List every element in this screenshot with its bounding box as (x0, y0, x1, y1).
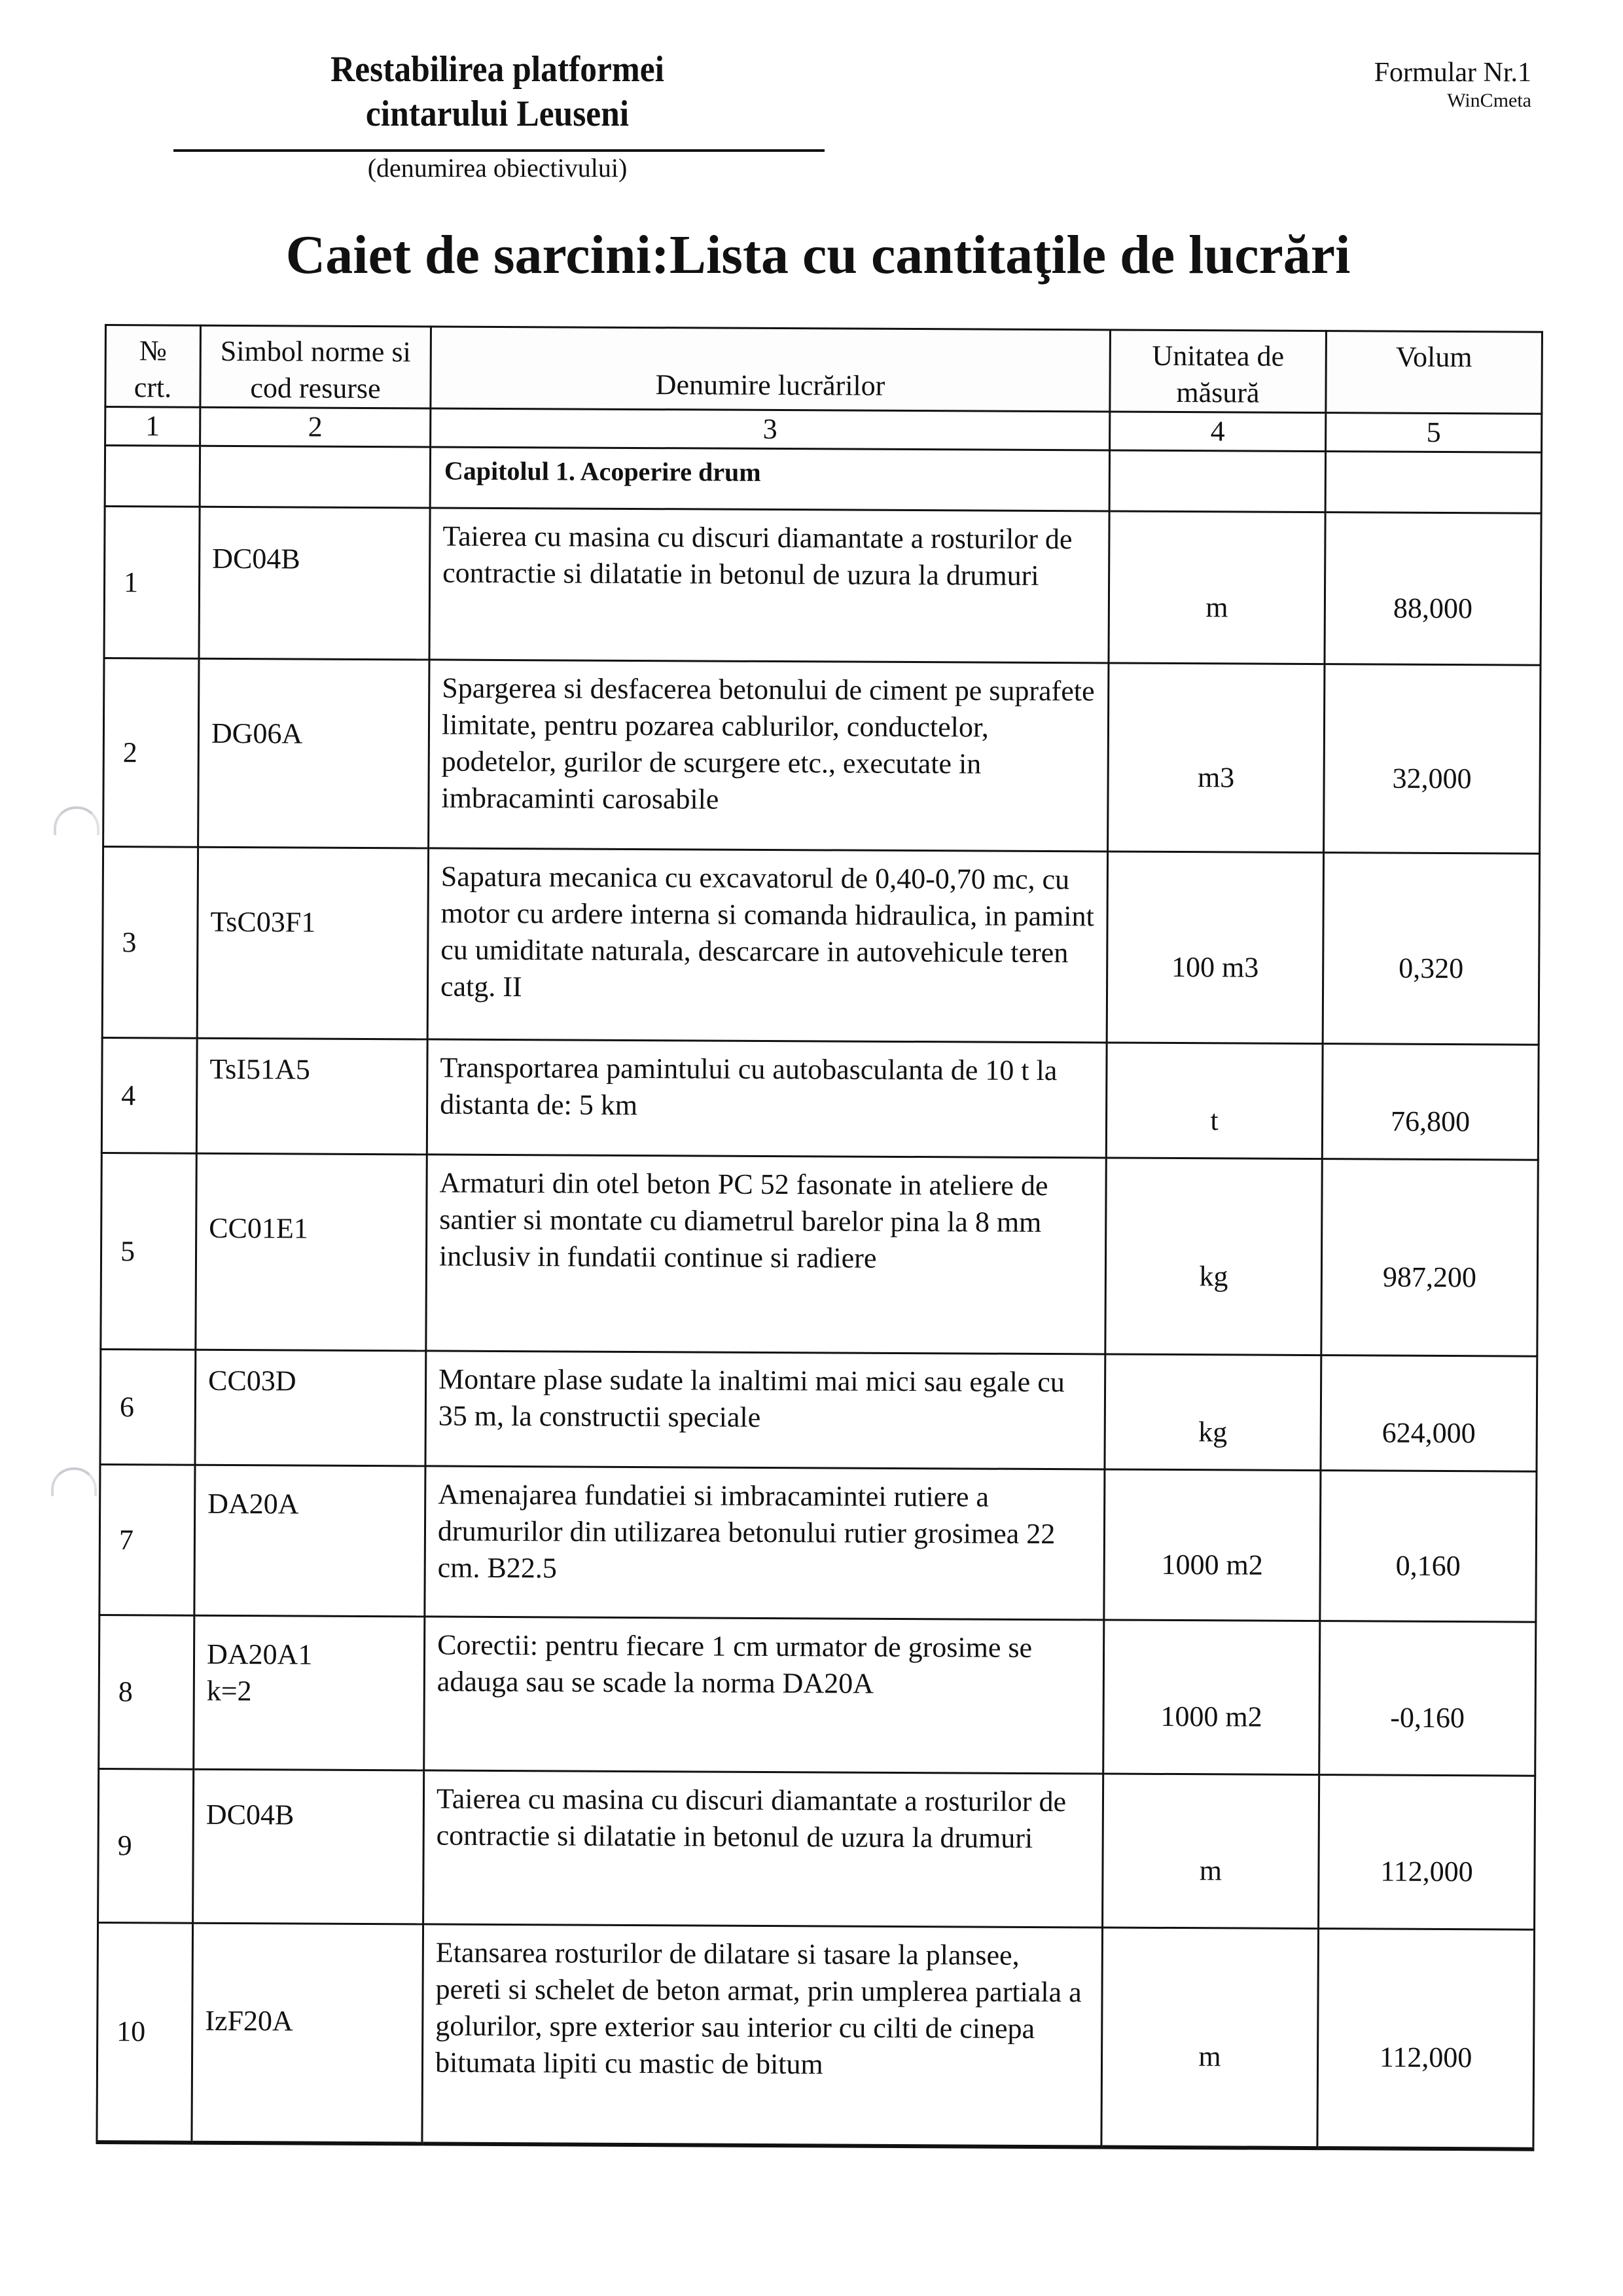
row-unit: m (1109, 511, 1325, 664)
object-name-line1: Restabilirea platformei (330, 49, 664, 90)
table-row (99, 1464, 1537, 1622)
row-description: Armaturi din otel beton PC 52 fasonate in ateliere de santier si montate cu diametrul barelor pina la 8 mm inclusiv in fundatii continue si radiere (426, 1155, 1106, 1354)
row-unit: t (1106, 1043, 1323, 1159)
row-description: Amenajarea fundatiei si imbracamintei rutiere a drumurilor din utilizarea betonului rutier grosimea 22 cm. B22.5 (425, 1466, 1105, 1620)
row-volume: 0,320 (1323, 853, 1539, 1045)
row-number: 2 (103, 658, 199, 848)
row-volume: 624,000 (1321, 1355, 1537, 1472)
column-header-unit: Unitatea de măsură (1110, 330, 1327, 413)
punch-hole-icon (51, 1467, 97, 1496)
row-code: DC04B (193, 1769, 424, 1924)
form-number: Formular Nr.1 (1374, 58, 1531, 88)
row-code: DA20A (194, 1465, 425, 1617)
page-title: Caiet de sarcini:Lista cu cantitaţile de lucrări (285, 224, 1351, 285)
row-code: CC03D (195, 1350, 426, 1466)
row-code: IzF20A (192, 1923, 423, 2144)
row-volume: 32,000 (1324, 664, 1541, 854)
column-header-description: Denumire lucrărilor (431, 327, 1111, 412)
row-description: Etansarea rosturilor de dilatare si tasare la plansee, pereti si schelet de beton armat, prin umplerea partiala a golurilor, spre exterior sau interior cu cilti de cinepa bitumata lipiti cu mastic de bitum (422, 1924, 1103, 2147)
form-software: WinCmeta (1447, 90, 1531, 111)
chapter-row (105, 446, 1541, 514)
column-number: 2 (200, 407, 431, 447)
row-code: TsC03F1 (197, 847, 428, 1039)
row-unit: kg (1105, 1354, 1321, 1471)
column-number: 3 (431, 408, 1110, 450)
row-number: 10 (97, 1922, 193, 2142)
table-row (101, 1153, 1538, 1356)
row-unit: kg (1105, 1158, 1322, 1355)
row-code: CC01E1 (196, 1153, 427, 1351)
row-volume: 987,200 (1321, 1159, 1538, 1357)
row-number: 3 (102, 846, 198, 1038)
table-row (100, 1349, 1537, 1471)
object-name-line2: cintarului Leuseni (365, 94, 630, 134)
row-number: 9 (98, 1768, 194, 1923)
row-description: Montare plase sudate la inaltimi mai mici sau egale cu 35 m, la constructii speciale (425, 1351, 1105, 1469)
chapter-title: Capitolul 1. Acoperire drum (444, 456, 761, 487)
row-description: Transportarea pamintului cu autobasculanta de 10 t la distanta de: 5 km (427, 1039, 1107, 1158)
row-volume: 112,000 (1319, 1775, 1535, 1930)
row-code: TsI51A5 (196, 1038, 427, 1155)
table-row (102, 846, 1539, 1045)
row-number: 4 (101, 1037, 197, 1153)
punch-hole-icon (54, 806, 99, 835)
table-row (99, 1615, 1536, 1776)
row-description: Corectii: pentru fiecare 1 cm urmator de grosime se adauga sau se scade la norma DA20A (424, 1617, 1104, 1774)
row-number: 8 (99, 1615, 194, 1769)
column-header-nr: № crt. (105, 325, 201, 408)
table-row (104, 507, 1541, 666)
row-number: 5 (101, 1153, 196, 1350)
column-number: 4 (1110, 412, 1326, 452)
column-number: 1 (105, 407, 200, 446)
row-number: 6 (100, 1349, 196, 1465)
row-unit: m (1101, 1928, 1319, 2148)
row-description: Spargerea si desfacerea betonului de ciment pe suprafete limitate, pentru pozarea cablurilor, conductelor, podetelor, gurilor de scurgere etc., executate in imbracaminti carosabile (429, 660, 1109, 852)
table-row (103, 658, 1541, 854)
table-header-row (105, 325, 1543, 414)
quantities-table (96, 324, 1543, 2151)
table-row (101, 1037, 1539, 1160)
row-unit: 100 m3 (1107, 852, 1323, 1044)
table-row (97, 1922, 1535, 2149)
object-name (196, 47, 798, 136)
object-caption: (denumirea obiectivului) (367, 153, 628, 183)
row-code: DG06A (198, 658, 429, 848)
column-number-row (105, 407, 1542, 453)
row-code: DC04B (199, 507, 430, 660)
row-unit: 1000 m2 (1104, 1469, 1321, 1621)
row-code: DA20A1 k=2 (194, 1615, 425, 1770)
row-unit: 1000 m2 (1103, 1620, 1320, 1775)
row-number: 1 (104, 507, 200, 659)
row-volume: 0,160 (1320, 1471, 1537, 1623)
row-description: Taierea cu masina cu discuri diamantate a rosturilor de contractie si dilatatie in betonul de uzura la drumuri (429, 508, 1109, 663)
row-volume: 112,000 (1317, 1929, 1535, 2149)
row-unit: m (1103, 1774, 1319, 1929)
row-volume: 76,800 (1322, 1044, 1539, 1160)
column-number: 5 (1326, 413, 1542, 453)
column-header-volume: Volum (1326, 331, 1543, 414)
row-volume: 88,000 (1325, 512, 1541, 666)
row-unit: m3 (1108, 663, 1325, 853)
row-description: Sapatura mecanica cu excavatorul de 0,40-0,70 mc, cu motor cu ardere interna si comanda hidraulica, in pamint cu umiditate naturala, descarcare in autovehicule teren catg. II (427, 848, 1107, 1043)
row-volume: -0,160 (1319, 1621, 1536, 1776)
row-description: Taierea cu masina cu discuri diamantate a rosturilor de contractie si dilatatie in betonul de uzura la drumuri (423, 1770, 1103, 1928)
row-number: 7 (99, 1464, 195, 1615)
table-row (98, 1768, 1535, 1929)
column-header-code: Simbol norme si cod resurse (200, 325, 431, 408)
